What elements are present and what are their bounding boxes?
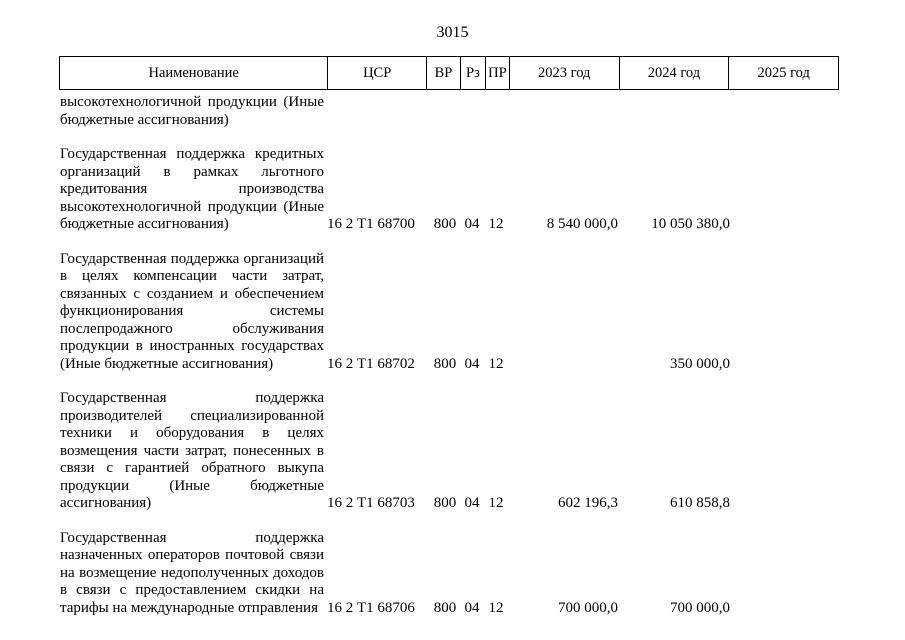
- row-name: Государственная поддержка производителей специализированной техники и оборудования в целях возмещения части затрат, понесенных в связи с гарантией обратного выкупа продукции (Иные бюджетные ассигнования): [60, 390, 324, 511]
- row-csr: 16 2 Т1 68706: [327, 599, 415, 616]
- row-rz: 04: [464, 599, 480, 616]
- row-2023: [508, 356, 620, 374]
- header-2025: 2025 год: [757, 64, 810, 81]
- header-rz: Рз: [461, 57, 486, 89]
- row-vr: 800: [433, 355, 457, 372]
- row-pr: 12: [488, 599, 504, 616]
- row-2023: 8 540 000,0: [546, 216, 618, 232]
- row-2024: 10 050 380,0: [651, 216, 730, 232]
- row-rz: 04: [464, 216, 480, 232]
- row-pr: 12: [488, 495, 504, 511]
- table-header: [59, 56, 839, 90]
- row-vr: 800: [433, 599, 457, 616]
- table-body: [60, 94, 840, 634]
- table-row: [60, 251, 840, 374]
- row-csr: 16 2 Т1 68700: [327, 216, 415, 232]
- row-name: Государственная поддержка кредитных организаций в рамках льготного кредитования производства высокотехнологичной продукции (Иные бюджетные ассигнования): [60, 146, 324, 232]
- row-2025: [730, 600, 840, 618]
- header-2023: 2023 год: [510, 57, 620, 89]
- row-2024: 350 000,0: [670, 355, 730, 372]
- table-row: [60, 390, 840, 513]
- row-pr: 12: [488, 216, 504, 232]
- row-name: Государственная поддержка организаций в целях компенсации части затрат, связанных с созданием и обеспечением функционирования системы послепродажного обслуживания продукции в иностранных государствах (Иные бюджетные ассигнования): [60, 250, 324, 372]
- header-csr: ЦСР: [328, 57, 427, 89]
- table-row: [60, 530, 840, 618]
- row-vr: 800: [433, 495, 457, 511]
- row-name: высокотехнологичной продукции (Иные бюджетные ассигнования): [60, 94, 324, 128]
- header-pr: ПР: [486, 57, 510, 89]
- row-2024: 610 858,8: [670, 495, 730, 511]
- row-2025: [730, 216, 840, 234]
- row-rz: 04: [464, 355, 480, 372]
- table-row: [60, 94, 840, 129]
- header-name: Наименование: [60, 57, 328, 89]
- row-2025: [730, 356, 840, 374]
- row-2023: 602 196,3: [558, 495, 618, 511]
- row-csr: 16 2 Т1 68702: [327, 355, 415, 372]
- row-pr: 12: [488, 355, 504, 372]
- page-number: 3015: [436, 24, 469, 41]
- row-vr: 800: [433, 216, 457, 232]
- row-2024: 700 000,0: [670, 599, 730, 616]
- row-name: Государственная поддержка назначенных операторов почтовой связи на возмещение недополученных доходов в связи с предоставлением скидки на тарифы на международные отправления: [60, 529, 324, 616]
- row-2025: [730, 495, 840, 513]
- table-row: [60, 146, 840, 234]
- header-vr: ВР: [427, 57, 461, 89]
- row-2023: 700 000,0: [558, 599, 618, 616]
- row-rz: 04: [464, 495, 480, 511]
- header-2024: 2024 год: [620, 57, 730, 89]
- row-csr: 16 2 Т1 68703: [327, 495, 415, 511]
